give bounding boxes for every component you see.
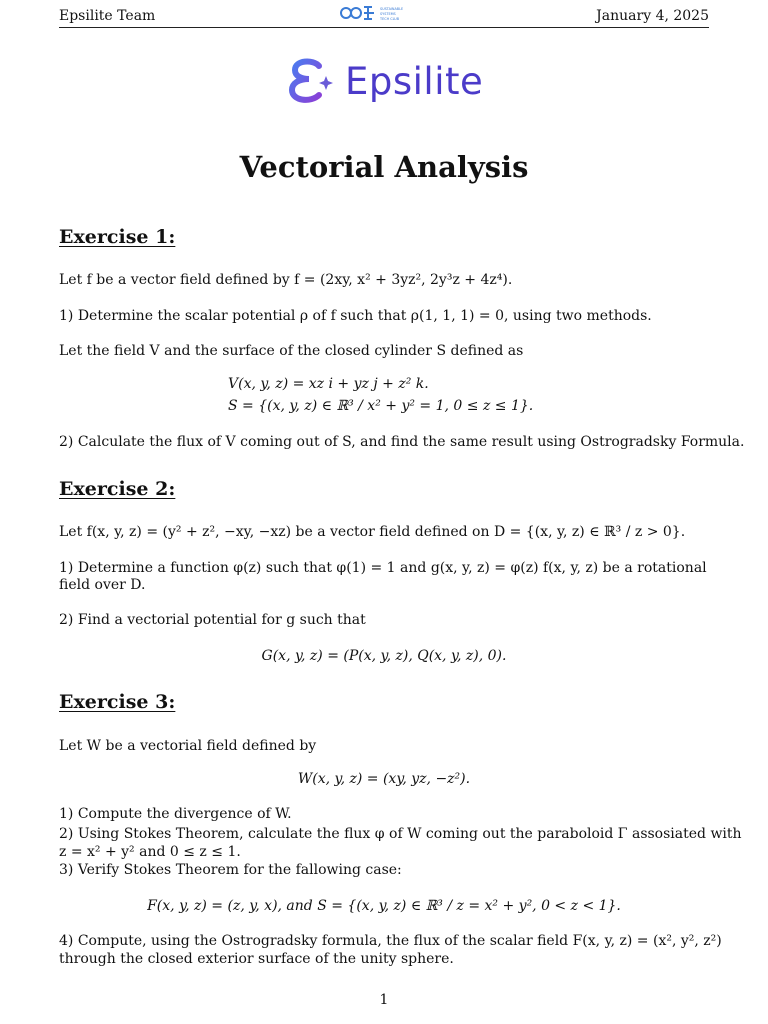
ex2-line-4: 2) Find a vectorial potential for g such that — [59, 612, 366, 628]
page-number: 1 — [379, 992, 389, 1008]
ex3-equation-f: F(x, y, z) = (z, y, x), and S = {(x, y, z) ∈ ℝ³ / z = x² + y², 0 < z < 1}. — [147, 898, 621, 914]
brand-logo — [285, 55, 483, 107]
ex1-equation-s: S = {(x, y, z) ∈ ℝ³ / x² + y² = 1, 0 ≤ z ≤ 1}. — [228, 398, 534, 414]
ex2-line-2: 1) Determine a function φ(z) such that φ(1) = 1 and g(x, y, z) = φ(z) f(x, y, z) be a rotational — [59, 560, 707, 576]
ex1-line-3: Let the field V and the surface of the closed cylinder S defined as — [59, 343, 524, 359]
ex3-line-4: z = x² + y² and 0 ≤ z ≤ 1. — [59, 844, 241, 860]
header-author: Epsilite Team — [59, 8, 156, 24]
logo-tagline-3: TECH CLUB — [380, 17, 400, 21]
ex3-line-3: 2) Using Stokes Theorem, calculate the flux φ of W coming out the paraboloid Γ assosiated with — [59, 826, 742, 842]
ex1-line-1: Let f be a vector field defined by f = (2xy, x² + 3yz², 2y³z + 4z⁴). — [59, 272, 513, 288]
ex1-line-4: 2) Calculate the flux of V coming out of S, and find the same result using Ostrogradsky Formula. — [59, 434, 745, 450]
epsilon-logo-icon — [285, 56, 335, 106]
ex3-equation-w: W(x, y, z) = (xy, yz, −z²). — [297, 771, 471, 787]
ex2-line-3: field over D. — [59, 577, 146, 593]
ex2-equation-g: G(x, y, z) = (P(x, y, z), Q(x, y, z), 0). — [261, 648, 507, 664]
ex3-line-5: 3) Verify Stokes Theorem for the fallowing case: — [59, 862, 402, 878]
ex3-line-1: Let W be a vectorial field defined by — [59, 738, 317, 754]
header-divider — [59, 27, 709, 28]
ex3-line-2: 1) Compute the divergence of W. — [59, 806, 292, 822]
logo-tagline-2: SYSTEMS — [380, 12, 396, 16]
ex1-line-2: 1) Determine the scalar potential ρ of f such that ρ(1, 1, 1) = 0, using two methods. — [59, 308, 652, 324]
ex3-line-6: 4) Compute, using the Ostrogradsky formula, the flux of the scalar field F(x, y, z) = (x², y², z²) — [59, 933, 722, 949]
ex1-equation-v: V(x, y, z) = xz i + yz j + z² k. — [228, 376, 429, 392]
exercise-2-title: Exercise 2: — [59, 478, 176, 500]
exercise-1-title: Exercise 1: — [59, 226, 176, 248]
exercise-3-title: Exercise 3: — [59, 691, 176, 713]
page-title: Vectorial Analysis — [239, 150, 529, 184]
ex2-line-1: Let f(x, y, z) = (y² + z², −xy, −xz) be a vector field defined on D = {(x, y, z) ∈ ℝ³ / z > 0}. — [59, 524, 686, 540]
club-logo-icon — [338, 2, 420, 24]
ex3-line-7: through the closed exterior surface of the unity sphere. — [59, 951, 454, 967]
brand-name: Epsilite — [345, 59, 484, 103]
header-date: January 4, 2025 — [596, 8, 709, 24]
logo-tagline-1: SUSTAINABLE — [380, 7, 404, 11]
